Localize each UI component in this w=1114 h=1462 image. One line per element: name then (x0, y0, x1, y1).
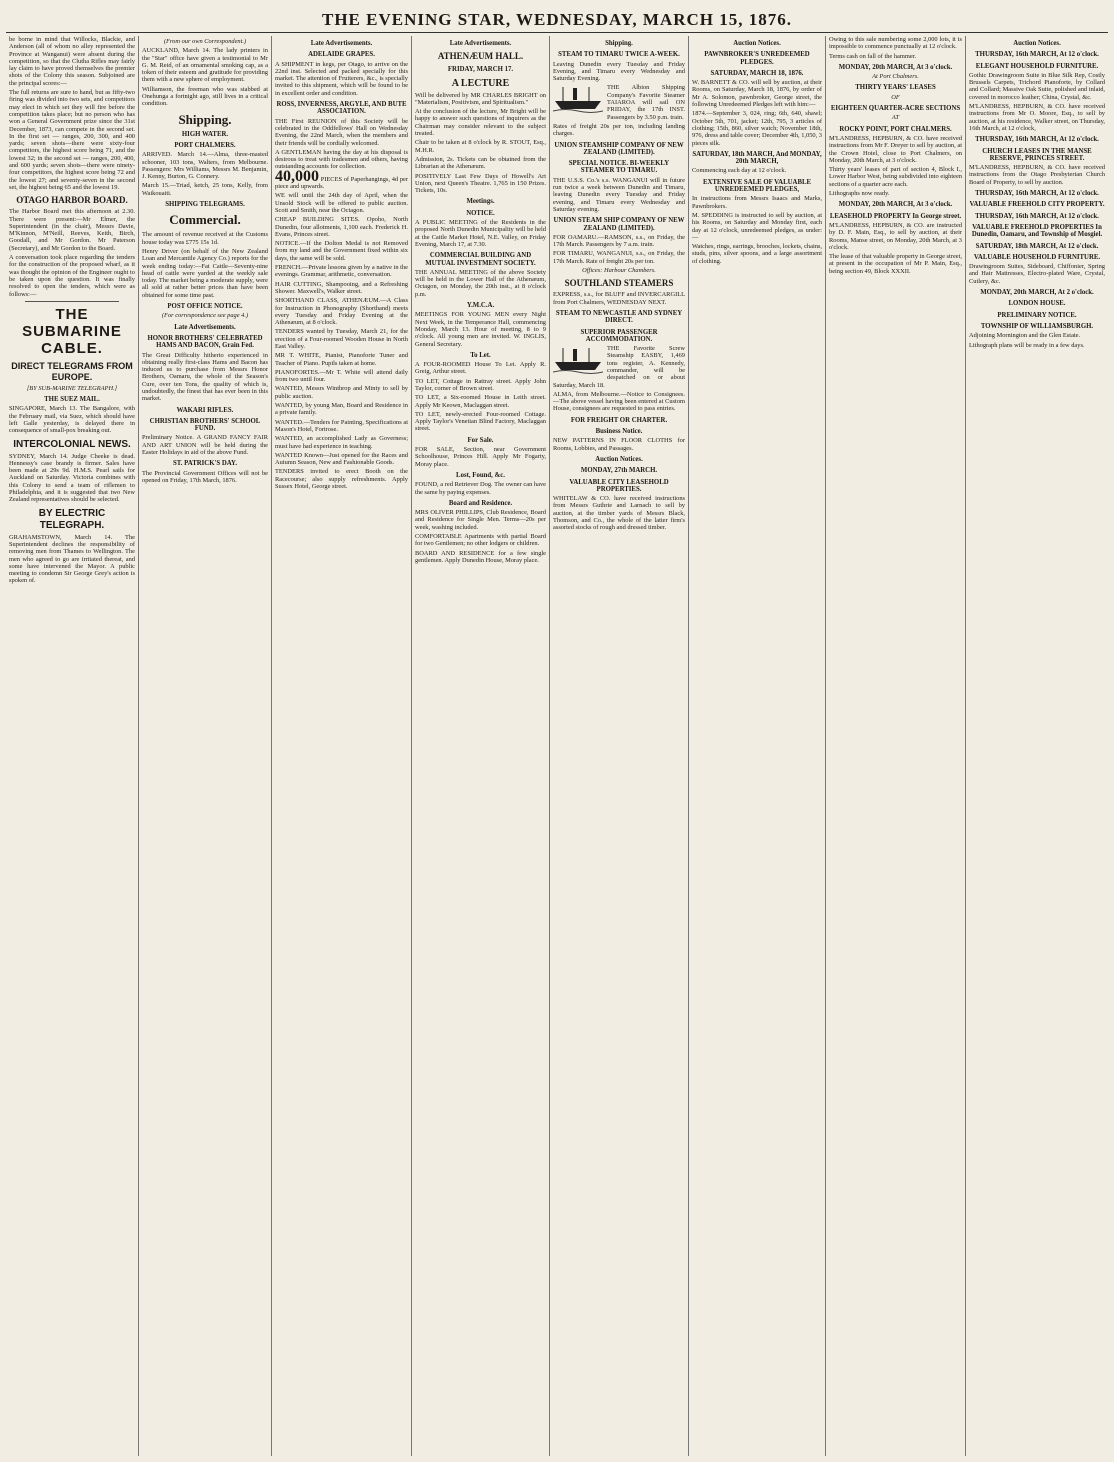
masthead: THE EVENING STAR, WEDNESDAY, MARCH 15, 1876. (321, 10, 793, 29)
ad-text: Leaving Dunedin every Tuesday and Friday Evening, and Timaru every Wednesday and Saturday Evening. (553, 60, 685, 83)
ad-text: PIANOFORTES.—Mr T. White will attend daily from two until four. (275, 368, 408, 384)
ad-heading: ROCKY POINT, PORT CHALMERS. (839, 125, 952, 133)
steamship-icon (553, 346, 603, 374)
ad-text: THE First REUNION of this Society will be celebrated in the Oddfellows' Hall on Wednesday Evening, the 22nd March, when the members and their friends will be cordially welcomed. (275, 117, 408, 147)
ad-text: CHEAP BUILDING SITES. Opoho, North Dunedin, four allotments, 1,100 each. Frederick H. Evans, Princes street. (275, 216, 408, 238)
ad-text: NOTICE.—If the Dolton Medal is not Removed from my land and the Government fixed within six days, the same will be sold. (275, 240, 408, 262)
ad-heading: ATHENÆUM HALL. (437, 51, 524, 62)
ad-text: WANTED, an accomplished Lady as Governess; must have had experience in teaching. (275, 435, 408, 450)
ad-text: Lithograph plans will be ready in a few days. (969, 341, 1085, 349)
ad-heading: MONDAY, 20th MARCH, At 2 o'clock. (980, 289, 1094, 297)
article-text: SYDNEY, March 14. Judge Cheeke is dead. Hennessy's case brandy is firmer. Sales have been made at 29s 9d. H.M.S. Pearl sails for Auckland on Saturday. Victoria combines with this Colony to send a team of riflemen to Philadelphia, and it is suggested that two New Zealand representatives should be selected. (9, 452, 135, 504)
section-heading: BY ELECTRIC TELEGRAPH. (38, 507, 106, 531)
steamship-icon (553, 85, 603, 113)
ad-heading: MONDAY, 20th MARCH, At 3 o'clock. (838, 201, 953, 209)
ad-heading: THIRTY YEARS' LEASES (855, 84, 936, 92)
article-text: The Harbor Board met this afternoon at 2.30. There were present:—Mr Elmer, the Superintendent (in the chair), Messrs Davie, M'Kinnon, M'Neill, Reeves, Keith, Birch, Goodall, and Mr Gordon. Mr Paterson (Secretary), and Mr Gordon to the Board. (9, 208, 135, 252)
ad-heading: TOWNSHIP OF WILLIAMSBURGH. (980, 322, 1094, 330)
ad-text: THE Favorite Screw Steamship EASBY, 1,469 tons register, A. Kennedy, commander, will be despatched on or about Saturday, March 18. (553, 345, 685, 389)
ad-text: HAIR CUTTING, Shampooing, and a Refreshing Shower. Maxwell's, Walker street. (275, 280, 408, 295)
ad-heading: VALUABLE FREEHOLD PROPERTIES In Dunedin, Oamaru, and Township of Mosgiel. (971, 223, 1103, 239)
ad-heading: SATURDAY, 18th MARCH, And MONDAY, 20th MARCH, (692, 150, 822, 166)
ad-heading: THURSDAY, 16th MARCH, At 12 o'clock. (975, 212, 1099, 220)
ad-text: WANTED.—Tenders for Painting, Specifications at Mason's Hotel, Fortrose. (275, 418, 408, 433)
ad-text: ALMA, from Melbourne.—Notice to Consignees.—The above vessel having been entered at Custom House, consignees are requested to pass entries. (553, 390, 685, 413)
ad-text: Drawingroom Suites, Sideboard, Chiffonier, Spring and Hair Mattresses, Electro-plated Ware, Crystal, Cutlery, &c. (969, 263, 1105, 285)
article-text: be borne in mind that Willocks, Blackie, and Anderson (all of whom no alley represented the Province at Wanganui) were absent during the competition, so that the Clutha Rifles may fairly lay claim to have proved themselves the premier shots of the Colony this season. Subjoined are the principal scores:— (9, 36, 135, 87)
ad-text: A FOUR-ROOMED House To Let. Apply R. Greig, Arthur street. (415, 361, 546, 376)
ad-text: A SHIPMENT in kegs, per Otago, to arrive on the 22nd inst. Selected and packed specially for this market. The attention of Fruiterers, &c., is specially invited to this shipment, which will be found to be in excellent order and condition. (275, 60, 408, 97)
ad-text: TO LET, newly-erected Four-roomed Cottage. Apply Taylor's Venetian Blind Factory, Maclaggan street. (415, 410, 546, 433)
ad-heading: EIGHTEEN QUARTER-ACRE SECTIONS (830, 105, 961, 113)
ad-heading: SATURDAY, 18th MARCH, At 12 o'clock. (975, 242, 1099, 250)
ad-text: In instructions from Messrs Isaacs and Marks, Pawnbrokers. (692, 195, 822, 210)
ad-text: WANTED, by young Man, Board and Residence in a private family. (275, 402, 408, 417)
ad-heading: SOUTHLAND STEAMERS (564, 278, 674, 289)
ad-heading: SPECIAL NOTICE. BI-WEEKLY STEAMER TO TIMARU. (568, 160, 670, 175)
ad-heading: CHRISTIAN BROTHERS' SCHOOL FUND. (149, 417, 261, 433)
ad-heading: ELEGANT HOUSEHOLD FURNITURE. (975, 62, 1099, 70)
ad-text: Will be delivered by MR CHARLES BRIGHT on "Materialism, Positivism, and Spiritualism." (415, 91, 546, 106)
ad-text: MRS OLIVER PHILLIPS, Club Residence, Board and Residence for Single Men. Terms—20s per week, washing included. (415, 509, 546, 531)
ad-text: M'LANDRESS, HEPBURN, & CO. have received instructions from Mr O. Moore, Esq., to sell by auction, at his residence, Walker street, on Thursday, 16th March, at 12 o'clock, (969, 103, 1105, 132)
column-3 (271, 36, 411, 1456)
ad-heading: FOR FREIGHT OR CHARTER. (570, 416, 668, 424)
column-4 (411, 36, 549, 1456)
section-heading: Lost, Found, &c. (456, 471, 505, 479)
ad-text: COMFORTABLE Apartments with partial Board for two Gentlemen; no other lodgers or children. (415, 533, 546, 548)
ad-text: TO LET, a Six-roomed House in Leith street. Apply Mr Keown, Maclaggan street. (415, 394, 546, 409)
note: Offices: Harbour Chambers. (582, 267, 656, 275)
ad-text: The lease of that valuable property in George street, at present in the occupation of Mr P. Main, Esq., being section 49, Block XXXII. (829, 253, 962, 275)
ad-heading: THURSDAY, 16th MARCH, At 12 o'clock. (975, 51, 1099, 59)
ad-heading: VALUABLE HOUSEHOLD FURNITURE. (973, 253, 1101, 261)
ad-text: THE ANNUAL MEETING of the above Society will be held in the Lower Hall of the Athenæum, Octagon, on Monday, the 20th inst., at 8 o'clock p.m. (415, 268, 546, 298)
ad-text: A PUBLIC MEETING of the Residents in the proposed North Dunedin Municipality will be held at the Cattle Market Hotel, N.E. Valley, on Friday Evening, March 17, at 7.30. (415, 219, 546, 248)
ad-text: TO LET, Cottage in Rattray street. Apply John Taylor, corner of Brown street. (415, 377, 546, 392)
ad-text: A GENTLEMAN having the day at his disposal is desirous to treat with tradesmen and others, having outstanding accounts for collection. (275, 148, 408, 171)
ad-heading: AT (891, 114, 900, 122)
ad-text: FOR TIMARU, WANGANUI, s.s., on Friday, the 17th March. Rate of freight 20s per ton. (553, 250, 685, 265)
section-heading: Business Notice. (595, 428, 643, 436)
ad-text: Gothic Drawingroom Suite in Blue Silk Rep, Costly Brussels Carpets, Trichord Pianoforte, by Collard and Collard; Massive Oak Suite, polished and inlaid, covered in morocco leather; China, Crystal, &c. (969, 71, 1105, 101)
ad-heading: UNION STEAMSHIP COMPANY OF NEW ZEALAND (LIMITED). (554, 141, 684, 156)
ad-text: FOR OAMARU.—RAMSON, s.s., on Friday, the 17th March. Passengers by 7 a.m. train. (553, 233, 685, 249)
ad-text: WHITELAW & CO. have received instructions from Messrs Guthrie and Larnach to sell by auction, at the timber yards of Messrs Black, Thomson, and Co., the whole of the latter firm's assorted stocks of rough and dressed timber. (553, 495, 685, 532)
article-text: SINGAPORE, March 13. The Bangalore, with the February mail, via Suez, which should have left Galle yesterday, is delayed there in consequence of small-pox breaking out. (9, 405, 135, 435)
section-heading: OTAGO HARBOR BOARD. (16, 195, 128, 206)
section-heading: Late Advertisements. (310, 40, 373, 47)
ad-heading: PRELIMINARY NOTICE. (997, 311, 1077, 319)
ad-text: Chair to be taken at 8 o'clock by R. STOUT, Esq., M.H.R. (415, 139, 546, 154)
ad-text: BOARD AND RESIDENCE for a few single gentlemen. Apply Dunedin House, Moray place. (415, 549, 546, 564)
cable-subheading: DIRECT TELEGRAMS FROM EUROPE. (11, 360, 133, 382)
section-heading: Auction Notices. (733, 40, 781, 47)
ad-text: THE U.S.S. Co.'s s.s. WANGANUI will in future run twice a week between Dunedin and Timaru, leaving Dunedin every Tuesday and Friday evening, and Timaru every Wednesday and Saturday evening. (553, 176, 685, 213)
ad-heading: MONDAY, 27th MARCH. (580, 467, 658, 475)
ad-heading: CHURCH LEASES IN THE MANSE RESERVE, PRINCES STREET. (982, 147, 1092, 162)
ad-heading: ADELAIDE GRAPES. (308, 51, 375, 59)
ad-text: Lithographs now ready. (829, 190, 890, 198)
ad-heading: FRIDAY, MARCH 17. (447, 66, 514, 74)
ad-text: Watches, rings, earrings, brooches, lockets, chains, studs, pins, silver spoons, and a large assortment of clothing. (692, 243, 822, 265)
section-heading: Board and Residence. (448, 499, 513, 507)
ad-text: M'LANDRESS, HEPBURN, & CO. have received instructions from Mr F. Dreyer to sell by auction, at the Crown Hotel, close to Port Chalmers, on Monday, 20th March, at 3 o'clock. (829, 134, 962, 164)
article-text: ARRIVED. March 14.—Alma, three-masted schooner, 103 tons, Walters, from Melbourne. Passengers: Mrs Williams, Messrs M. Benjamin, J. Kenny, Burton, G. Connery. (142, 151, 268, 181)
article-text: A conversation took place regarding the tenders for the construction of the proposed wharf, as it was thought the opinion of the Engineer ought to be taken upon the question. It was finally resolved to open the tenders, which were as follows:— (9, 254, 135, 298)
ad-text: Adjoining Mornington and the Glen Estate. (969, 332, 1081, 340)
sub-heading: HIGH WATER. (181, 130, 229, 138)
ad-text: Owing to this sale numbering some 2,000 lots, it is impossible to commence punctually at 12 o'clock. (829, 36, 962, 51)
ad-heading: LEASEHOLD PROPERTY In George street. (829, 212, 962, 220)
article-text: Williamson, the freeman who was stabbed at Onehunga a fortnight ago, still lives in a critical condition. (142, 85, 268, 108)
column-5 (549, 36, 688, 1456)
ad-text: At the conclusion of the lecture, Mr Bright will be happy to answer such questions of inquirers as the Chairman may consider relevant to the subject treated. (415, 108, 546, 138)
ad-heading: VALUABLE CITY LEASEHOLD PROPERTIES. (569, 478, 669, 493)
article-text: The full returns are sure to hand, but as fifty-two firing was divided into two sets, and competitors may elect in which set they will fire before the competition takes place; but no person who has won a General Government prize since the 31st December, 1873, can compete in the second set. In the first set — ranges, 200, 300, and 400 yards; seven shots—there were sixty-four competitors, the highest score being 71, and the lowest 32; in the second set — ranges, 200, 400, and 600 yards; seven shots—there were ninety-four competitors, the highest score being 72 and the lowest 27; and seventy-seven in the second set, the highest being 65 and the lowest 19. (9, 89, 135, 191)
ad-heading: UNION STEAM SHIP COMPANY OF NEW ZEALAND (LIMITED). (553, 217, 685, 232)
ad-text: Commencing each day at 12 o'clock. (692, 167, 787, 175)
article-text: The amount of revenue received at the Customs house today was £775 15s 1d. (142, 231, 268, 246)
ad-text: SHORTHAND CLASS, ATHENÆUM.—A Class for Instruction in Phonography (Shorthand) meets every Tuesday and Friday Evening at the Athenæum, at 8 o'clock. (275, 297, 408, 327)
sub-heading: SHIPPING TELEGRAMS. (165, 201, 245, 209)
ad-heading: HONOR BROTHERS' CELEBRATED HAMS AND BACON, Grain Fed. (147, 334, 263, 350)
section-heading: Shipping. (605, 40, 633, 47)
sub-heading: POST OFFICE NOTICE. (167, 303, 243, 311)
ad-text: Terms cash on fall of the hammer. (829, 52, 917, 60)
ad-heading: At Port Chalmers. (872, 73, 919, 81)
ad-heading: ROSS, INVERNESS, ARGYLE, AND BUTE ASSOCIATION. (276, 101, 407, 116)
column-8 (965, 36, 1108, 1456)
ad-text: Thirty years' leases of part of section 4, Block I., Lower Harbor West, being subdivided into eighteen sections of a quarter acre each. (829, 166, 962, 188)
ad-text: TENDERS invited to erect Booth on the Racecourse; also supply refreshments. Apply Sussex Hotel, George street. (275, 468, 408, 491)
columns (6, 36, 1108, 1456)
ad-heading: STEAM TO NEWCASTLE AND SYDNEY DIRECT. (555, 309, 683, 325)
big-number: 40,000 (275, 167, 319, 185)
section-heading: Meetings. (466, 198, 495, 206)
ad-heading: WAKARI RIFLES. (176, 406, 234, 414)
ad-text: POSITIVELY Last Few Days of Howell's Art Union, next Queen's Theatre. 1,765 in 150 Prizes. Tickets, 10s. (415, 172, 546, 195)
ad-heading: SATURDAY, MARCH 18, 1876. (710, 69, 804, 77)
ad-heading: A LECTURE (451, 77, 510, 89)
section-heading: Late Advertisements. (449, 40, 512, 47)
article-text: March 15.—Triad, ketch, 25 tons, Kelly, from Waikouaiti. (142, 182, 268, 197)
section-heading: Auction Notices. (595, 455, 643, 463)
ad-text: THE Albion Shipping Company's Favorite Steamer TAIAROA will sail ON FRIDAY, the 17th INST. Passengers by 3.50 p.m. train. (607, 84, 685, 121)
section-heading: For Sale. (467, 436, 494, 444)
column-7 (825, 36, 965, 1456)
masthead-rule (6, 32, 1108, 33)
ad-heading: Y.M.C.A. (466, 302, 495, 310)
column-6 (688, 36, 825, 1456)
ad-text: MR T. WHITE, Pianist, Pianoforte Tuner and Teacher of Piano. Pupils taken at home. (275, 352, 408, 367)
section-heading: To Let. (470, 351, 491, 359)
ad-heading: NOTICE. (466, 209, 495, 217)
byline: [BY SUB-MARINE TELEGRAPH.] (26, 384, 118, 392)
section-heading: INTERCOLONIAL NEWS. (13, 438, 131, 450)
ad-text: The Provincial Government Offices will not be opened on Friday, 17th March, 1876. (142, 469, 268, 484)
ad-text: Preliminary Notice. A GRAND FANCY FAIR AND ART UNION will be held during the Easter Holidays in aid of the above Fund. (142, 434, 268, 457)
ad-text: WE will until the 24th day of April, when the Unsold Stock will be offered to public auction. Scott and Smith, near the Octagon. (275, 192, 408, 214)
ad-heading: LONDON HOUSE. (1008, 300, 1066, 308)
ad-heading: COMMERCIAL BUILDING AND MUTUAL INVESTMENT SOCIETY. (425, 252, 536, 267)
ad-text: FOUND, a red Retriever Dog. The owner can have the same by paying expenses. (415, 481, 546, 496)
ad-text: PIECES of Paperhangings, 4d per piece and upwards. (275, 175, 408, 191)
ad-heading: PAWNBROKER'S UNREDEEMED PLEDGES. (704, 51, 810, 66)
cable-heading: THE SUBMARINE CABLE. (22, 305, 122, 357)
ad-text: W. BARNETT & CO. will sell by auction, at their Rooms, on Saturday, March 18, 1876, by order of Mr A. Solomon, pawnbroker, George street, the following Unredeemed Pledges left with him:— (692, 79, 822, 109)
ad-text: M. SPEDDING is instructed to sell by auction, at his Rooms, on Saturday and Monday first, each day at 12 o'clock, unredeemed pledges, as under:— (692, 211, 822, 241)
sub-heading: PORT CHALMERS. (174, 141, 236, 149)
ad-heading: VALUABLE FREEHOLD CITY PROPERTY. (969, 201, 1105, 209)
article-text: GRAHAMSTOWN, March 14. The Superintendent declines the responsibility of removing men from Thames to Wellington. The men who agreed to go are irritated thereat, and some have intervened the Mayor. A public meeting to condemn Sir George Grey's action is spoken of. (9, 533, 135, 585)
ad-text: WANTED Known—Just opened for the Races and Autumn Season, New and Fashionable Goods. (275, 451, 408, 467)
ad-text: FOR SALE, Section, near Government Schoolhouse, Princes Hill. Apply Mr Fogarty, Moray place. (415, 446, 546, 468)
ad-heading: MONDAY, 20th MARCH, At 3 o'clock. (838, 63, 953, 71)
section-heading: Commercial. (169, 212, 241, 228)
ad-text: NEW PATTERNS IN FLOOR CLOTHS for Rooms, Lobbies, and Passages. (553, 437, 685, 452)
ad-text: Rates of freight 20s per ton, including landing charges. (553, 122, 685, 138)
ad-text: TENDERS wanted by Tuesday, March 21, for the erection of a Four-roomed Wooden House in North East Valley. (275, 328, 408, 350)
note: (For correspondence see page 4.) (161, 312, 249, 320)
section-heading: Shipping. (178, 111, 232, 127)
section-heading: (From our own Correspondent.) (163, 38, 247, 45)
section-heading: THE SUEZ MAIL. (44, 396, 100, 404)
ad-text: Admission, 2s. Tickets can be obtained from the Librarian at the Athenæum. (415, 155, 546, 171)
ad-text: MEETINGS FOR YOUNG MEN every Night Next Week, in the Temperance Hall, commencing Monday, March 13. Hour of meeting, 8 to 9 o'clock. All young men are invited. W. INGLIS, General Secretary. (415, 311, 546, 348)
section-heading: Auction Notices. (1013, 40, 1061, 47)
article-text: AUCKLAND, March 14. The lady printers in the "Star" office have given a testimonial to Mr G. M. Reid, of an ornamental smoking cap, as a token of their esteem and gratitude for providing them with a new sphere of employment. (142, 47, 268, 84)
ad-heading: EXTENSIVE SALE OF VALUABLE UNREDEEMED PLEDGES, (702, 178, 812, 194)
ad-text: M'LANDRESS, HEPBURN, & CO. are instructed by D. F. Main, Esq., to sell by auction, at their Rooms, Manse street, on Monday, 20th March, at 3 o'clock. (829, 221, 962, 251)
ad-heading: SUPERIOR PASSENGER ACCOMMODATION. (580, 328, 658, 343)
ad-text: EXPRESS, s.s., for BLUFF and INVERCARGILL from Port Chalmers, WEDNESDAY NEXT. (553, 291, 685, 306)
ad-heading: THURSDAY, 16th MARCH, At 12 o'clock. (975, 190, 1099, 198)
ad-heading: THURSDAY, 16th MARCH, At 12 o'clock. (975, 136, 1099, 144)
divider (25, 301, 119, 302)
ad-heading: ST. PATRICK'S DAY. (172, 460, 238, 468)
ad-text (275, 167, 408, 191)
ad-heading: STEAM TO TIMARU TWICE A-WEEK. (558, 51, 680, 59)
ad-text: FRENCH.—Private lessons given by a native in the evenings. Grammar, arithmetic, conversation. (275, 264, 408, 279)
ad-text: WANTED, Messrs Winthrop and Minty to sell by public auction. (275, 385, 408, 400)
article-text: Henry Driver (on behalf of the New Zealand Loan and Mercantile Agency Co.) reports for the week ending today:—Fat Cattle—Seventy-nine head of cattle were yarded at the weekly sale today. The market being a moderate supply, were all sold at rather better prices than have been obtained for some time past. (142, 247, 268, 299)
column-2 (138, 36, 271, 1456)
ad-heading: OF (891, 93, 900, 101)
section-heading: Late Advertisements. (174, 323, 236, 331)
column-1 (6, 36, 138, 1456)
ad-text: The Great Difficulty hitherto experienced in obtaining really first-class Hams and Bacon has induced us to purchase from Messrs Honor Brothers, Oamaru, the whole of the Season's Cure, over ten Tons, the quality of which is, undoubtedly, the finest that has ever been in this market. (142, 351, 268, 403)
ad-text: 1874.—September 3, 024, ring; 6th, 640, shawl; October 5th, 701, jacket; 12th, 795, 3 articles of clothing; 15th, 860, silver watch; November 18th, 976, dress and table cover; December 4th, 1,050, 3 pieces silk. (692, 110, 822, 147)
ad-text: M'LANDRESS, HEPBURN, & CO. have received instructions from the Otago Presbyterian Church Board of Property, to sell by auction. (969, 164, 1105, 186)
